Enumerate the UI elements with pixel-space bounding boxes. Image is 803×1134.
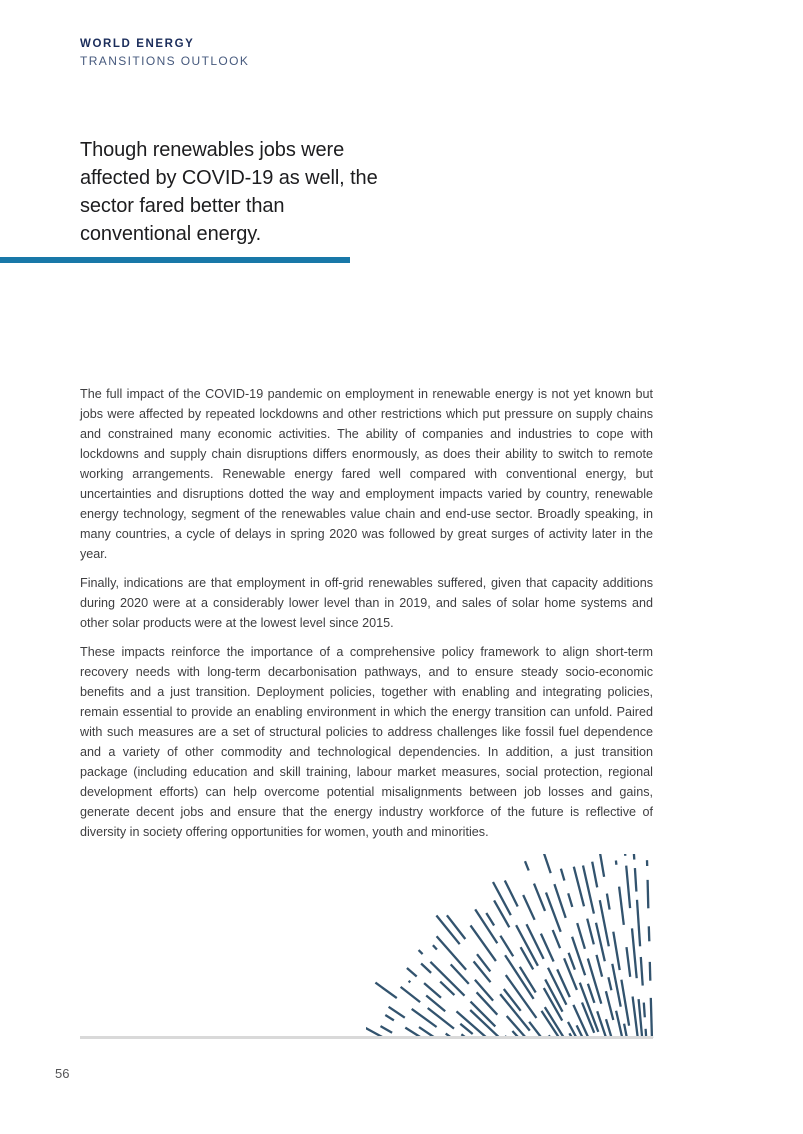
ray-burst-decoration [366,854,655,1038]
publication-logo [80,36,249,70]
footer-rule [80,1036,653,1039]
paragraph: The full impact of the COVID-19 pandemic on employment in renewable energy is not yet known but jobs were affected by repeated lockdowns and other restrictions which put pressure on supply chains and constrained many economic activities. The ability of companies and industries to cope with lockdowns and supply chain disruptions differs enormously, as does their ability to switch to remote working arrangements. Renewable energy fared well compared with conventional energy, but uncertainties and disruptions dotted the way and employment impacts varied by country, renewable energy technology, segment of the renewables value chain and end-use sector. Broadly speaking, in many countries, a cycle of delays in spring 2020 was followed by great surges of activity later in the year. [80,387,653,561]
paragraph: These impacts reinforce the importance of a comprehensive policy framework to align short-term recovery needs with long-term decarbonisation pathways, and to ensure steady socio-economic benefits and a just transition. Deployment policies, together with enabling and integrating policies, remain essential to provide an enabling environment in which the energy transition can unfold. Paired with such measures are a set of structural policies to address challenges like fossil fuel dependence and a variety of other commodity and technological dependencies. In addition, a just transition package (including education and skill training, labour market measures, social protection, regional development efforts) can help overcome potential misalignments between job losses and gains, generate decent jobs and ensure that the energy industry workforce of the future is reflective of diversity in society offering opportunities for women, youth and minorities. [80,645,653,839]
paragraph: Finally, indications are that employment in off-grid renewables suffered, given that capacity additions during 2020 were at a considerably lower level than in 2019, and sales of solar home systems and other solar products were at the lowest level since 2015. [80,576,653,630]
accent-rule [0,257,350,263]
logo-title: WORLD ENERGY [80,38,195,50]
body-text [80,384,653,851]
pull-quote: Though renewables jobs were affected by COVID-19 as well, the sector fared better than conventional energy. [80,139,378,245]
logo-subtitle: TRANSITIONS OUTLOOK [80,54,250,68]
page-number: 56 [55,1066,70,1081]
